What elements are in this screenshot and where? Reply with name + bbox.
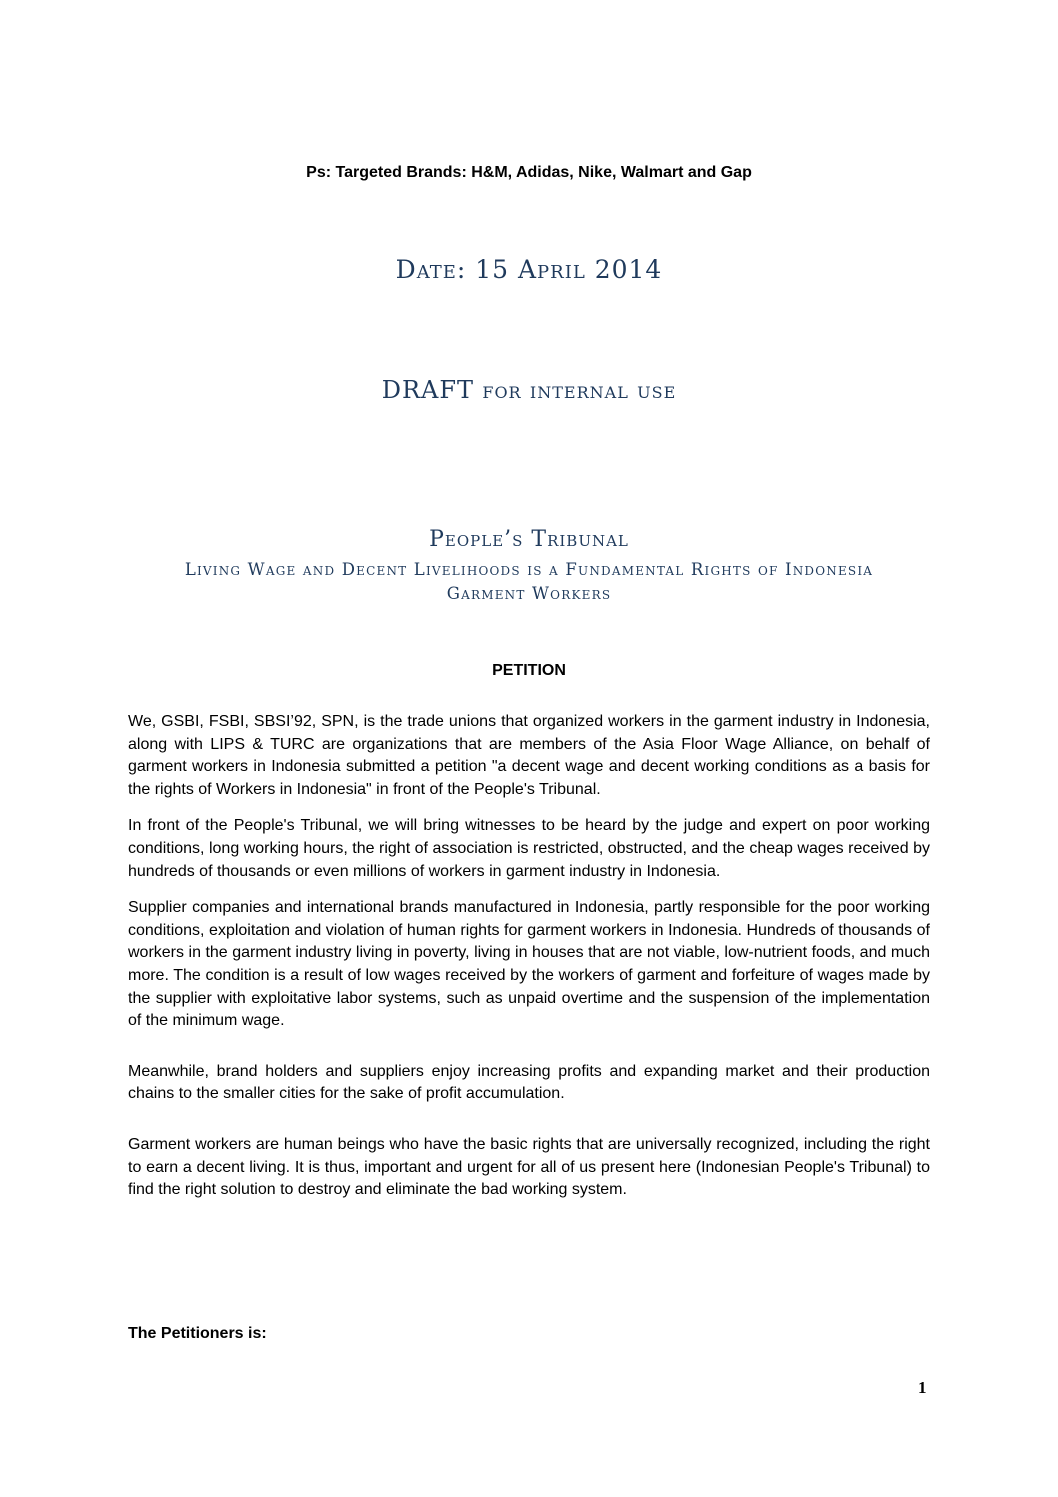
petition-body [128, 711, 930, 1216]
document-title: People’s Tribunal [429, 527, 629, 552]
subtitle-line-2: Garment Workers [446, 584, 612, 603]
targeted-brands-line: Ps: Targeted Brands: H&M, Adidas, Nike, Walmart and Gap [306, 164, 752, 181]
petitioners-label: The Petitioners is: [128, 1325, 267, 1342]
paragraph: In front of the People's Tribunal, we will bring witnesses to be heard by the judge and expert on poor working conditions, long working hours, the right of association is restricted, obstructed, and the cheap wages received by hundreds of thousands or even millions of workers in garment industry in Indonesia. [128, 817, 930, 880]
draft-notice [0, 372, 1058, 409]
subtitle-line-1: Living Wage and Decent Livelihoods is a Fundamental Rights of Indonesia [184, 560, 874, 579]
paragraph: Garment workers are human beings who have the basic rights that are universally recognized, including the right to earn a decent living. It is thus, important and urgent for all of us present here (Indonesian People's Tribunal) to find the right solution to destroy and eliminate the bad working system. [128, 1135, 930, 1199]
draft-label: DRAFT [381, 376, 475, 404]
paragraph: We, GSBI, FSBI, SBSI’92, SPN, is the trade unions that organized workers in the garment industry in Indonesia, along with LIPS & TURC are organizations that are members of the Asia Floor Wage Alliance, on behalf of garment workers in Indonesia submitted a petition "a decent wage and decent working conditions as a basis for the rights of Workers in Indonesia" in front of the People's Tribunal. [128, 713, 930, 798]
draft-qualifier: for internal use [474, 378, 677, 404]
page-number: 1 [918, 1378, 927, 1397]
paragraph: Supplier companies and international brands manufactured in Indonesia, partly responsible for the poor working conditions, exploitation and violation of human rights for garment workers in Indonesia. Hundreds of thousands of workers in the garment industry living in poverty, living in houses that are not viable, low-nutrient foods, and much more. The condition is a result of low wages received by the workers of garment and forfeiture of wages made by the supplier with exploitative labor systems, such as unpaid overtime and the suspension of the implementation of the minimum wage. [128, 899, 930, 1030]
date-line: Date: 15 April 2014 [395, 255, 663, 284]
paragraph: Meanwhile, brand holders and suppliers enjoy increasing profits and expanding market and their production chains to the smaller cities for the sake of profit accumulation. [128, 1062, 930, 1103]
petition-heading: PETITION [492, 662, 566, 679]
document-subtitle [0, 558, 1058, 606]
